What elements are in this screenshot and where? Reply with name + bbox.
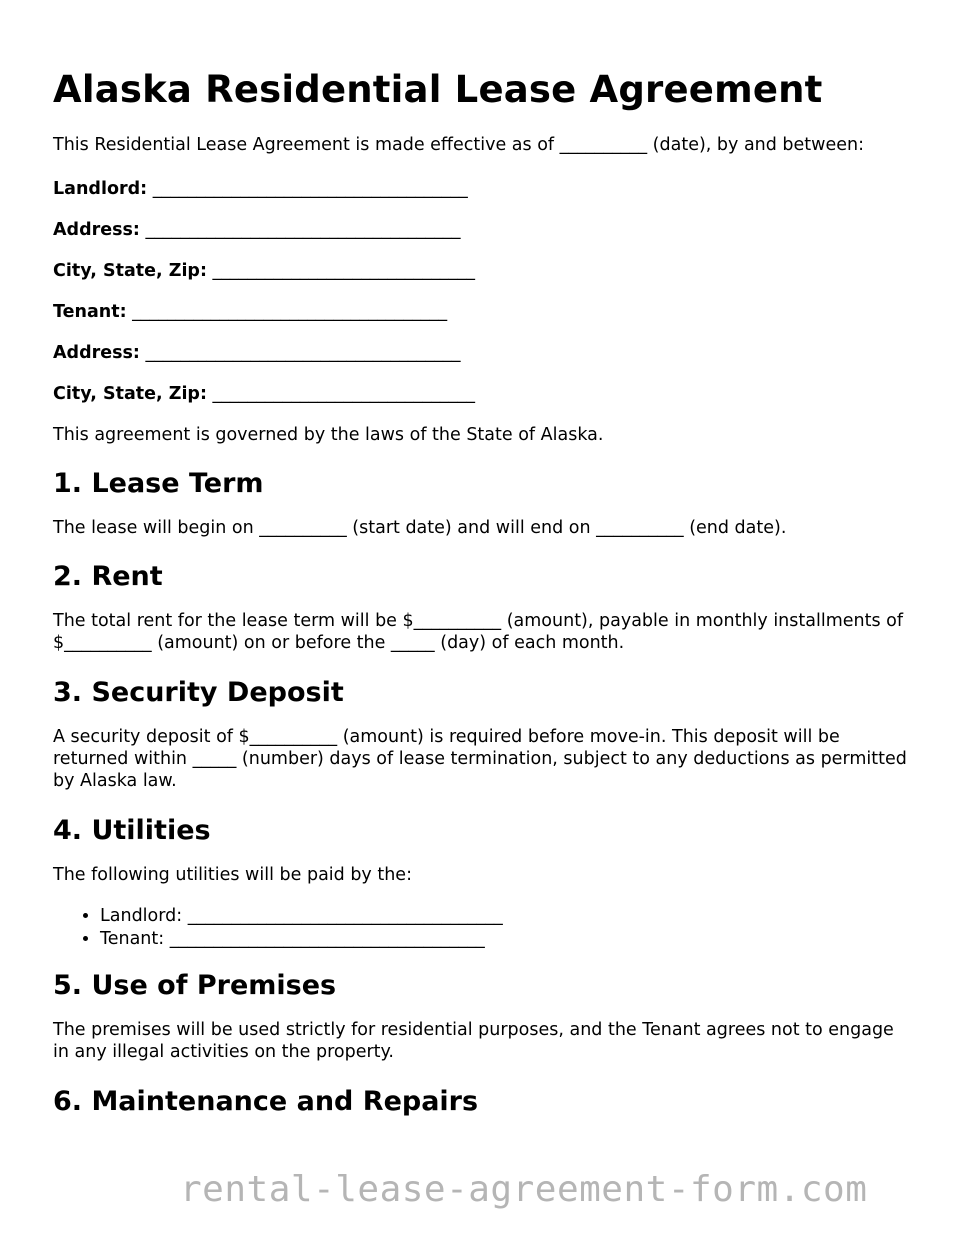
section-heading-utilities: 4. Utilities — [53, 815, 211, 846]
tenant-city-label: City, State, Zip: — [53, 384, 207, 404]
utilities-text: The following utilities will be paid by the: — [53, 865, 412, 885]
security-deposit-text: A security deposit of $__________ (amount) is required before move-in. This deposit will be returned within _____ (number) days of lease termination, subject to any deductions as permitted by Alaska law. — [53, 727, 907, 791]
governing-law-text: This agreement is governed by the laws of the State of Alaska. — [53, 425, 604, 445]
utilities-list — [53, 905, 913, 950]
tenant-city-field — [53, 383, 913, 405]
section-heading-security-deposit: 3. Security Deposit — [53, 677, 344, 708]
list-item: • Tenant: ____________________________________ — [100, 928, 913, 951]
tenant-city-blank: ______________________________ — [212, 384, 476, 404]
lease-term-text: The lease will begin on __________ (start date) and will end on __________ (end date). — [53, 518, 787, 538]
landlord-city-blank: ______________________________ — [212, 261, 476, 281]
tenant-address-field — [53, 342, 913, 364]
rent-text: The total rent for the lease term will be $__________ (amount), payable in monthly installments of $__________ (amount) on or before the _____ (day) of each month. — [53, 611, 904, 653]
tenant-address-label: Address: — [53, 343, 140, 363]
list-item: • Landlord: ____________________________________ — [100, 905, 913, 928]
landlord-address-field — [53, 219, 913, 241]
intro-paragraph: This Residential Lease Agreement is made effective as of __________ (date), by and between: — [53, 135, 865, 155]
landlord-field — [53, 178, 913, 200]
landlord-city-field — [53, 260, 913, 282]
tenant-label: Tenant: — [53, 302, 127, 322]
section-heading-rent: 2. Rent — [53, 561, 163, 592]
section-heading-use-of-premises: 5. Use of Premises — [53, 970, 337, 1001]
use-of-premises-text: The premises will be used strictly for residential purposes, and the Tenant agrees not to engage in any illegal activities on the property. — [53, 1020, 894, 1062]
section-heading-lease-term: 1. Lease Term — [53, 468, 264, 499]
section-heading-maintenance: 6. Maintenance and Repairs — [53, 1086, 479, 1117]
landlord-blank: ____________________________________ — [152, 179, 468, 199]
watermark: rental-lease-agreement-form.com — [180, 1169, 868, 1210]
tenant-address-blank: ____________________________________ — [145, 343, 461, 363]
landlord-city-label: City, State, Zip: — [53, 261, 207, 281]
landlord-label: Landlord: — [53, 179, 148, 199]
document-page — [53, 66, 913, 1135]
document-title: Alaska Residential Lease Agreement — [53, 68, 823, 111]
tenant-blank: ____________________________________ — [132, 302, 448, 322]
landlord-address-blank: ____________________________________ — [145, 220, 461, 240]
landlord-address-label: Address: — [53, 220, 140, 240]
tenant-field — [53, 301, 913, 323]
